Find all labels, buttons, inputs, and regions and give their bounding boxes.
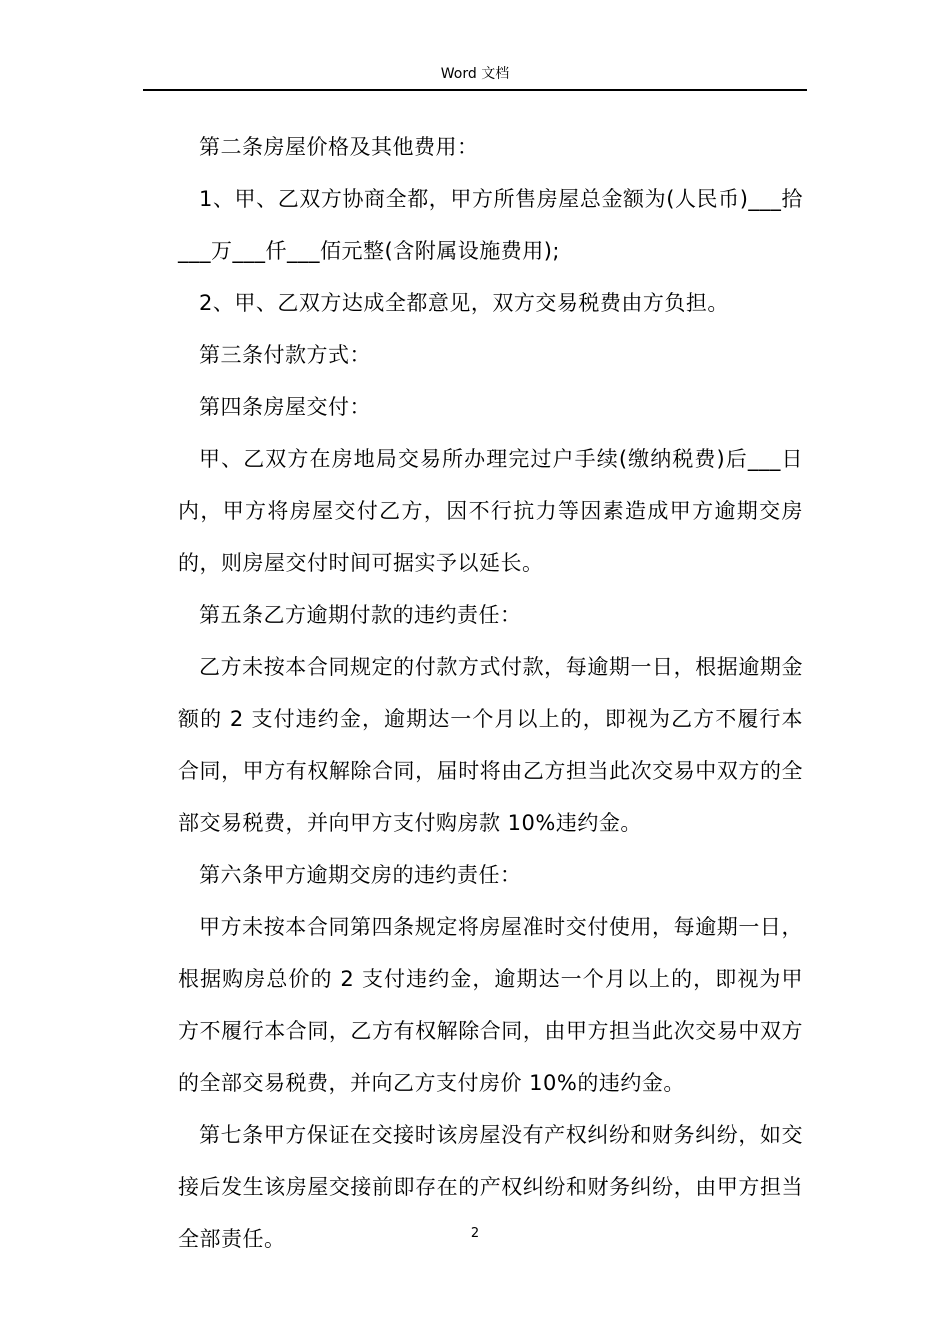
paragraph-article-7: 第七条甲方保证在交接时该房屋没有产权纠纷和财务纠纷，如交接后发生该房屋交接前即存在的产权纠纷和财务纠纷，由甲方担当全部责任。: [178, 1123, 803, 1251]
paragraph-article-5-title: 第五条乙方逾期付款的违约责任：: [199, 603, 522, 627]
paragraph-article-3-title: 第三条付款方式：: [199, 343, 371, 367]
paragraph-price-clause-1: 1、甲、乙双方协商全都，甲方所售房屋总金额为(人民币)___拾___万___仟___佰元整(含附属设施费用);: [178, 187, 803, 263]
paragraph-seller-default-clause: 甲方未按本合同第四条规定将房屋准时交付使用，每逾期一日，根据购房总价的 2 支付违约金，逾期达一个月以上的，即视为甲方不履行本合同，乙方有权解除合同，由甲方担当此次交易中双方的全部交易税费，并向乙方支付房价 10%的违约金。: [178, 915, 803, 1095]
document-body: [178, 121, 803, 1265]
paragraph-article-2-title: 第二条房屋价格及其他费用：: [199, 135, 479, 159]
paragraph-article-4-title: 第四条房屋交付：: [199, 395, 371, 419]
paragraph-delivery-clause: 甲、乙双方在房地局交易所办理完过户手续(缴纳税费)后___日内，甲方将房屋交付乙方，因不行抗力等因素造成甲方逾期交房的，则房屋交付时间可据实予以延长。: [178, 447, 803, 575]
page-header: [143, 60, 807, 91]
page-number: 2: [470, 1226, 480, 1241]
paragraph-price-clause-2: 2、甲、乙双方达成全都意见，双方交易税费由方负担。: [199, 291, 729, 315]
paragraph-buyer-default-clause: 乙方未按本合同规定的付款方式付款，每逾期一日，根据逾期金额的 2 支付违约金，逾期达一个月以上的，即视为乙方不履行本合同，甲方有权解除合同，届时将由乙方担当此次交易中双方的全部交易税费，并向甲方支付购房款 10%违约金。: [178, 655, 803, 835]
page-footer: [0, 1226, 950, 1241]
header-title: Word 文档: [440, 66, 510, 82]
paragraph-article-6-title: 第六条甲方逾期交房的违约责任：: [199, 863, 522, 887]
